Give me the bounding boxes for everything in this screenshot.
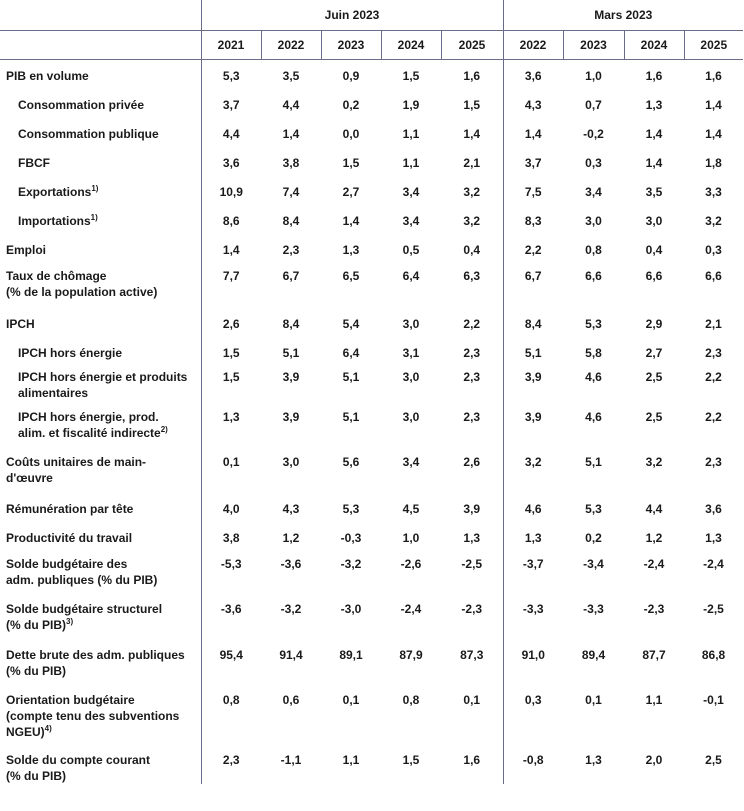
year-header-cell: 2021 bbox=[201, 31, 261, 60]
row-label-line: d'œuvre bbox=[6, 470, 53, 485]
value-cell: -0,2 bbox=[583, 126, 604, 141]
value-cell: 3,5 bbox=[282, 69, 300, 83]
table-row bbox=[0, 234, 743, 263]
value-cell: 1,4 bbox=[282, 126, 300, 141]
value-cell: 0,2 bbox=[585, 530, 602, 545]
group-header-row bbox=[0, 0, 743, 31]
value-cell: 5,1 bbox=[585, 454, 602, 469]
value-cell: 0,4 bbox=[441, 234, 503, 263]
row-label bbox=[0, 234, 201, 263]
value-cell: 6,7 bbox=[524, 268, 542, 283]
value-cell: 2,2 bbox=[705, 369, 722, 384]
row-label-line: Importations bbox=[18, 213, 91, 228]
year-header-cell: 2023 bbox=[563, 31, 624, 60]
value-cell: 0,4 bbox=[645, 242, 663, 257]
value-cell: 1,2 bbox=[645, 530, 663, 545]
table-row bbox=[0, 596, 743, 641]
year-header-cell: 2025 bbox=[441, 31, 503, 60]
value-cell: -2,6 bbox=[400, 556, 422, 571]
value-cell: 2,7 bbox=[342, 184, 360, 199]
row-label-line: FBCF bbox=[18, 155, 50, 170]
row-label bbox=[0, 403, 201, 448]
value-cell: -3,3 bbox=[583, 601, 604, 616]
row-label bbox=[0, 205, 201, 234]
row-label bbox=[0, 337, 201, 366]
row-label bbox=[0, 551, 201, 596]
row-label-line: NGEU) bbox=[6, 724, 45, 739]
footnote-marker: 3) bbox=[66, 616, 74, 626]
value-cell: 4,4 bbox=[645, 501, 663, 516]
value-cell: 3,0 bbox=[645, 213, 663, 228]
value-cell: 0,3 bbox=[524, 692, 542, 707]
value-cell: 1,3 bbox=[441, 522, 503, 551]
value-cell: 4,4 bbox=[222, 126, 240, 141]
value-cell: 6,5 bbox=[342, 268, 360, 283]
footnote-marker: 1) bbox=[91, 183, 99, 193]
value-cell: -2,5 bbox=[441, 551, 503, 596]
value-cell: 3,0 bbox=[402, 316, 420, 331]
value-cell: 0,2 bbox=[342, 97, 360, 112]
table-row bbox=[0, 493, 743, 522]
value-cell: -3,7 bbox=[522, 556, 544, 571]
table-row bbox=[0, 308, 743, 337]
value-cell: 1,0 bbox=[402, 530, 420, 545]
table-header bbox=[0, 0, 743, 60]
value-cell: 3,2 bbox=[645, 454, 663, 469]
value-cell: -2,4 bbox=[703, 556, 724, 571]
value-cell: 0,3 bbox=[585, 155, 602, 170]
value-cell: 3,7 bbox=[524, 155, 542, 170]
header-blank-cell bbox=[0, 0, 201, 31]
value-cell: 3,4 bbox=[402, 213, 420, 228]
row-label bbox=[0, 147, 201, 176]
value-cell: 2,3 bbox=[705, 454, 722, 469]
row-label-line: (% du PIB) bbox=[6, 663, 66, 678]
value-cell: 3,1 bbox=[402, 345, 420, 360]
table-row bbox=[0, 60, 743, 89]
value-cell: 2,2 bbox=[705, 409, 722, 424]
value-cell: 1,4 bbox=[645, 126, 663, 141]
table-body bbox=[0, 60, 743, 784]
table-row bbox=[0, 176, 743, 205]
value-cell: 3,9 bbox=[441, 493, 503, 522]
value-cell: 1,0 bbox=[585, 69, 602, 83]
row-label-line: Orientation budgétaire bbox=[6, 692, 135, 707]
value-cell: 3,2 bbox=[705, 213, 722, 228]
value-cell: 3,9 bbox=[524, 409, 542, 424]
value-cell: 1,4 bbox=[705, 97, 722, 112]
value-cell: 4,0 bbox=[222, 501, 240, 516]
value-cell: 2,3 bbox=[705, 345, 722, 360]
value-cell: 87,3 bbox=[441, 641, 503, 686]
row-label bbox=[0, 686, 201, 747]
value-cell: 89,4 bbox=[581, 647, 606, 662]
value-cell: 2,2 bbox=[524, 242, 542, 257]
value-cell: 3,3 bbox=[705, 184, 722, 199]
table-row bbox=[0, 147, 743, 176]
value-cell: -2,3 bbox=[643, 601, 665, 616]
value-cell: 1,1 bbox=[402, 126, 420, 141]
row-label-line: PIB en volume bbox=[6, 69, 89, 83]
value-cell: 6,6 bbox=[645, 268, 663, 283]
row-label bbox=[0, 118, 201, 147]
value-cell: 1,2 bbox=[282, 530, 300, 545]
value-cell: 8,4 bbox=[282, 213, 300, 228]
value-cell: 1,4 bbox=[524, 126, 542, 141]
value-cell: 4,4 bbox=[282, 97, 300, 112]
table-row bbox=[0, 403, 743, 448]
value-cell: -2,4 bbox=[400, 601, 422, 616]
value-cell: 0,6 bbox=[282, 692, 300, 707]
value-cell: 1,1 bbox=[402, 155, 420, 170]
year-header-cell: 2022 bbox=[503, 31, 563, 60]
value-cell: 1,4 bbox=[222, 242, 240, 257]
value-cell: 4,6 bbox=[585, 409, 602, 424]
value-cell: 3,6 bbox=[222, 155, 240, 170]
value-cell: -5,3 bbox=[220, 556, 242, 571]
value-cell: 91,0 bbox=[521, 647, 545, 662]
value-cell: 10,9 bbox=[219, 184, 243, 199]
table-row bbox=[0, 641, 743, 686]
value-cell: 8,4 bbox=[524, 316, 542, 331]
footnote-marker: 4) bbox=[44, 723, 52, 733]
value-cell: -3,4 bbox=[583, 556, 604, 571]
year-header-row bbox=[0, 31, 743, 60]
value-cell: 5,1 bbox=[524, 345, 542, 360]
value-cell: 2,5 bbox=[705, 752, 722, 767]
value-cell: 5,3 bbox=[585, 316, 602, 331]
value-cell: 1,8 bbox=[705, 155, 722, 170]
value-cell: 3,2 bbox=[441, 205, 503, 234]
value-cell: 2,6 bbox=[222, 316, 240, 331]
value-cell: 2,9 bbox=[645, 316, 663, 331]
value-cell: 8,4 bbox=[282, 316, 300, 331]
row-label-line: IPCH hors énergie, prod. bbox=[18, 409, 159, 424]
row-label-line: IPCH bbox=[6, 316, 35, 331]
value-cell: 1,1 bbox=[342, 752, 360, 767]
value-cell: 2,5 bbox=[645, 409, 663, 424]
value-cell: 2,3 bbox=[222, 752, 240, 767]
value-cell: 2,3 bbox=[441, 366, 503, 403]
value-cell: 3,2 bbox=[524, 454, 542, 469]
value-cell: 3,9 bbox=[282, 409, 300, 424]
value-cell: 4,3 bbox=[524, 97, 542, 112]
row-label-line: IPCH hors énergie et produits bbox=[18, 369, 188, 384]
value-cell: 3,0 bbox=[402, 409, 420, 424]
value-cell: 5,3 bbox=[342, 501, 360, 516]
value-cell: -3,3 bbox=[522, 601, 544, 616]
group-header-march: Mars 2023 bbox=[503, 0, 743, 31]
row-label-line: Solde budgétaire structurel bbox=[6, 601, 163, 616]
value-cell: -1,1 bbox=[280, 752, 302, 767]
row-label bbox=[0, 493, 201, 522]
value-cell: 1,5 bbox=[441, 89, 503, 118]
value-cell: 3,4 bbox=[402, 454, 420, 469]
value-cell: 7,4 bbox=[282, 184, 300, 199]
value-cell: -3,2 bbox=[340, 556, 362, 571]
value-cell: 0,9 bbox=[342, 69, 360, 83]
value-cell: 0,3 bbox=[705, 242, 722, 257]
value-cell: 4,6 bbox=[524, 501, 542, 516]
value-cell: 1,6 bbox=[645, 69, 663, 83]
row-label-line: (compte tenu des subventions bbox=[6, 708, 180, 723]
value-cell: 2,3 bbox=[441, 403, 503, 448]
value-cell: 0,1 bbox=[342, 692, 360, 707]
value-cell: 1,6 bbox=[705, 69, 722, 83]
row-label-line: (% du PIB) bbox=[6, 617, 66, 632]
row-label bbox=[0, 263, 201, 308]
value-cell: 3,6 bbox=[524, 69, 542, 83]
value-cell: 3,8 bbox=[222, 530, 240, 545]
row-label-line: (% du PIB) bbox=[6, 768, 66, 783]
value-cell: 1,3 bbox=[585, 752, 602, 767]
value-cell: 2,6 bbox=[441, 448, 503, 493]
value-cell: 1,3 bbox=[524, 530, 542, 545]
year-header-cell: 2025 bbox=[684, 31, 743, 60]
value-cell: 2,7 bbox=[645, 345, 663, 360]
row-label bbox=[0, 448, 201, 493]
row-label-line: Solde du compte courant bbox=[6, 752, 151, 767]
row-label bbox=[0, 641, 201, 686]
row-label-line: IPCH hors énergie bbox=[18, 345, 123, 360]
value-cell: 3,4 bbox=[585, 184, 602, 199]
table-row bbox=[0, 263, 743, 308]
value-cell: 7,7 bbox=[222, 268, 240, 283]
row-label-line: Consommation privée bbox=[18, 97, 145, 112]
value-cell: -3,6 bbox=[220, 601, 242, 616]
value-cell: -0,1 bbox=[703, 692, 724, 707]
row-label-line: alim. et fiscalité indirecte bbox=[18, 425, 161, 440]
value-cell: 2,3 bbox=[441, 337, 503, 366]
value-cell: 1,6 bbox=[441, 60, 503, 89]
value-cell: 5,1 bbox=[342, 369, 360, 384]
table-row bbox=[0, 686, 743, 747]
table-row bbox=[0, 337, 743, 366]
value-cell: 89,1 bbox=[339, 647, 363, 662]
value-cell: 1,3 bbox=[705, 530, 722, 545]
value-cell: 2,3 bbox=[282, 242, 300, 257]
value-cell: 6,4 bbox=[342, 345, 360, 360]
value-cell: 0,8 bbox=[402, 692, 420, 707]
value-cell: 3,0 bbox=[402, 369, 420, 384]
footnote-marker: 1) bbox=[90, 212, 98, 222]
table-row bbox=[0, 747, 743, 784]
value-cell: 3,5 bbox=[645, 184, 663, 199]
value-cell: 3,0 bbox=[282, 454, 300, 469]
value-cell: 5,1 bbox=[282, 345, 300, 360]
value-cell: 1,9 bbox=[402, 97, 420, 112]
value-cell: 6,7 bbox=[282, 268, 300, 283]
value-cell: 3,6 bbox=[705, 501, 722, 516]
table-row bbox=[0, 366, 743, 403]
value-cell: 7,5 bbox=[524, 184, 542, 199]
value-cell: 2,5 bbox=[645, 369, 663, 384]
value-cell: 5,8 bbox=[585, 345, 602, 360]
value-cell: 0,8 bbox=[222, 692, 240, 707]
value-cell: 1,4 bbox=[645, 155, 663, 170]
value-cell: 87,9 bbox=[399, 647, 423, 662]
value-cell: 0,0 bbox=[342, 126, 360, 141]
value-cell: 5,6 bbox=[342, 454, 360, 469]
row-label bbox=[0, 89, 201, 118]
value-cell: 3,4 bbox=[402, 184, 420, 199]
value-cell: 1,5 bbox=[222, 369, 240, 384]
footnote-marker: 2) bbox=[160, 424, 168, 434]
row-label-line: Rémunération par tête bbox=[6, 501, 134, 516]
value-cell: 0,1 bbox=[585, 692, 602, 707]
value-cell: 6,3 bbox=[441, 263, 503, 308]
value-cell: 87,7 bbox=[642, 647, 666, 662]
value-cell: 0,8 bbox=[585, 242, 602, 257]
value-cell: 1,3 bbox=[342, 242, 360, 257]
value-cell: -3,0 bbox=[340, 601, 362, 616]
value-cell: 1,5 bbox=[222, 345, 240, 360]
value-cell: 5,1 bbox=[342, 409, 360, 424]
value-cell: 1,5 bbox=[342, 155, 360, 170]
value-cell: 4,5 bbox=[402, 501, 420, 516]
row-label bbox=[0, 522, 201, 551]
value-cell: 5,4 bbox=[342, 316, 360, 331]
group-header-june: Juin 2023 bbox=[201, 0, 503, 31]
row-label-line: Exportations bbox=[18, 184, 92, 199]
value-cell: 1,3 bbox=[222, 409, 240, 424]
value-cell: 2,2 bbox=[441, 308, 503, 337]
value-cell: 0,7 bbox=[585, 97, 602, 112]
value-cell: 1,1 bbox=[645, 692, 663, 707]
row-label bbox=[0, 176, 201, 205]
value-cell: 6,6 bbox=[705, 268, 722, 283]
row-label-line: Solde budgétaire des bbox=[6, 556, 128, 571]
row-label-line: (% de la population active) bbox=[6, 284, 158, 299]
table-row bbox=[0, 118, 743, 147]
value-cell: 91,4 bbox=[279, 647, 303, 662]
value-cell: -3,6 bbox=[280, 556, 302, 571]
value-cell: 1,6 bbox=[441, 747, 503, 784]
year-header-cell: 2024 bbox=[381, 31, 441, 60]
value-cell: 0,1 bbox=[222, 454, 240, 469]
header-blank-cell bbox=[0, 31, 201, 60]
value-cell: 3,9 bbox=[282, 369, 300, 384]
table-row bbox=[0, 522, 743, 551]
row-label bbox=[0, 60, 201, 89]
value-cell: 8,6 bbox=[222, 213, 240, 228]
value-cell: 4,6 bbox=[585, 369, 602, 384]
row-label-line: Dette brute des adm. publiques bbox=[6, 647, 185, 662]
value-cell: 1,3 bbox=[645, 97, 663, 112]
value-cell: 0,1 bbox=[441, 686, 503, 747]
value-cell: 1,4 bbox=[705, 126, 722, 141]
row-label-line: alimentaires bbox=[18, 385, 89, 400]
year-header-cell: 2022 bbox=[261, 31, 321, 60]
table-row bbox=[0, 551, 743, 596]
row-label-line: Coûts unitaires de main- bbox=[6, 454, 147, 469]
row-label-line: Emploi bbox=[6, 242, 47, 257]
row-label bbox=[0, 596, 201, 641]
row-label-line: adm. publiques (% du PIB) bbox=[6, 572, 158, 587]
value-cell: 5,3 bbox=[585, 501, 602, 516]
value-cell: -0,3 bbox=[340, 530, 362, 545]
value-cell: 86,8 bbox=[701, 647, 726, 662]
table-row bbox=[0, 89, 743, 118]
row-label-line: Productivité du travail bbox=[6, 530, 133, 545]
value-cell: -2,4 bbox=[643, 556, 665, 571]
value-cell: 6,4 bbox=[402, 268, 420, 283]
value-cell: 3,9 bbox=[524, 369, 542, 384]
value-cell: 1,5 bbox=[402, 69, 420, 83]
value-cell: 1,5 bbox=[402, 752, 420, 767]
value-cell: 5,3 bbox=[222, 69, 240, 83]
row-label-line: Consommation publique bbox=[18, 126, 159, 141]
value-cell: 3,2 bbox=[441, 176, 503, 205]
value-cell: 2,1 bbox=[705, 316, 722, 331]
row-label bbox=[0, 308, 201, 337]
value-cell: -2,5 bbox=[703, 601, 724, 616]
year-header-cell: 2024 bbox=[624, 31, 684, 60]
row-label bbox=[0, 366, 201, 403]
value-cell: 6,6 bbox=[585, 268, 602, 283]
value-cell: 1,4 bbox=[441, 118, 503, 147]
value-cell: -0,8 bbox=[522, 752, 544, 767]
value-cell: 3,7 bbox=[222, 97, 240, 112]
value-cell: 95,4 bbox=[219, 647, 243, 662]
year-header-cell: 2023 bbox=[321, 31, 381, 60]
value-cell: 2,0 bbox=[645, 752, 663, 767]
table-row bbox=[0, 205, 743, 234]
value-cell: 4,3 bbox=[282, 501, 300, 516]
value-cell: 1,4 bbox=[342, 213, 360, 228]
row-label-line: Taux de chômage bbox=[6, 268, 107, 283]
value-cell: 3,8 bbox=[282, 155, 300, 170]
value-cell: 3,0 bbox=[585, 213, 602, 228]
value-cell: 0,5 bbox=[402, 242, 420, 257]
row-label bbox=[0, 747, 201, 784]
value-cell: 8,3 bbox=[524, 213, 542, 228]
value-cell: -3,2 bbox=[280, 601, 302, 616]
table-row bbox=[0, 448, 743, 493]
value-cell: -2,3 bbox=[441, 596, 503, 641]
value-cell: 2,1 bbox=[441, 147, 503, 176]
